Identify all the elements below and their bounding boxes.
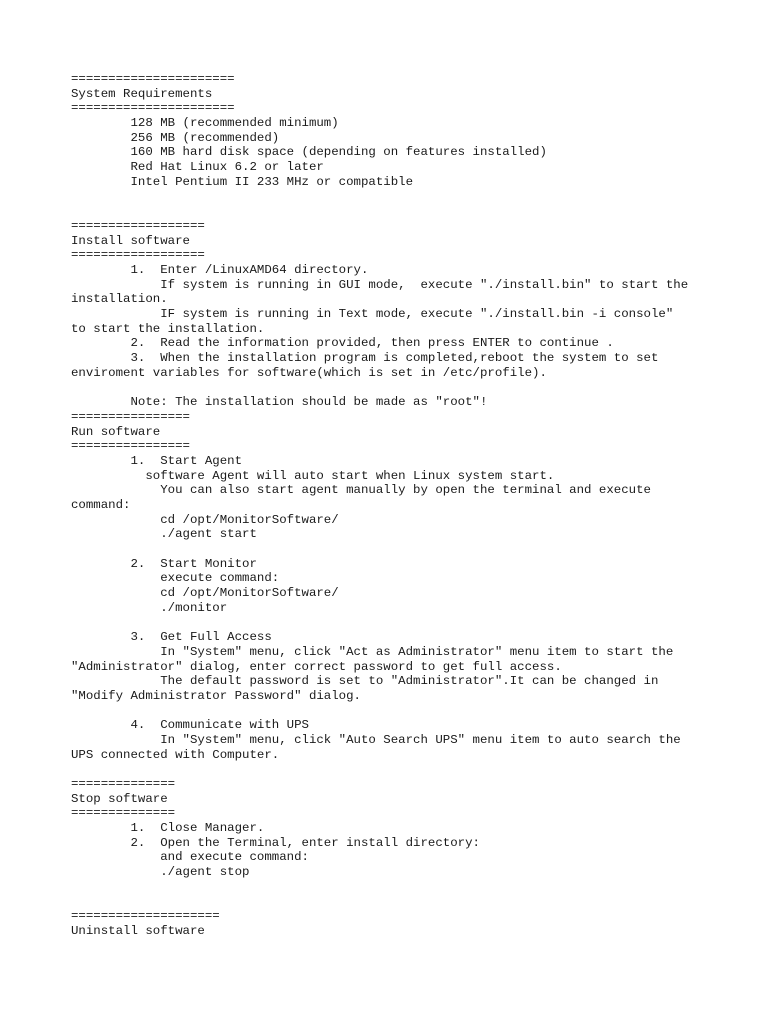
document-line: "Administrator" dialog, enter correct password to get full access. xyxy=(71,659,562,674)
document-line: Note: The installation should be made as "root"! xyxy=(71,395,488,410)
document-line: 1. Close Manager. xyxy=(71,821,265,836)
document-line: Red Hat Linux 6.2 or later xyxy=(71,160,324,175)
document-line: IF system is running in Text mode, execute "./install.bin -i console" xyxy=(71,307,674,321)
document-line: ============== xyxy=(71,806,176,821)
document-line xyxy=(71,542,761,557)
document-line: to start the installation. xyxy=(71,321,265,336)
document-line: 256 MB (recommended) xyxy=(71,130,280,145)
document-line: You can also start agent manually by open the terminal and execute xyxy=(71,483,651,498)
document-line: "Modify Administrator Password" dialog. xyxy=(71,688,361,703)
document-line xyxy=(71,762,761,777)
document-line: ./agent start xyxy=(71,527,257,542)
document-line: ./monitor xyxy=(71,600,228,615)
document-line xyxy=(71,380,761,395)
document-line: 3. When the installation program is completed,reboot the system to set xyxy=(71,351,659,366)
document-line: ============== xyxy=(71,777,176,791)
document-line: 2. Open the Terminal, enter install directory: xyxy=(71,835,480,850)
document-line: Stop software xyxy=(71,791,168,806)
document-line: Run software xyxy=(71,424,161,439)
document-line: ====================== xyxy=(71,101,235,116)
document-line: ==================== xyxy=(71,909,220,924)
document-line: 3. Get Full Access xyxy=(71,630,272,645)
document-line: 2. Start Monitor xyxy=(71,556,257,571)
document-line: and execute command: xyxy=(71,850,309,865)
document-line: In "System" menu, click "Act as Administrator" menu item to start the xyxy=(71,644,674,659)
document-line: execute command: xyxy=(71,571,280,586)
document-line xyxy=(71,190,761,205)
document-line: If system is running in GUI mode, execute "./install.bin" to start the xyxy=(71,277,689,292)
document-line xyxy=(71,615,761,630)
document-line: UPS connected with Computer. xyxy=(71,747,280,762)
document-line: ================ xyxy=(71,409,190,424)
document-line: 1. Enter /LinuxAMD64 directory. xyxy=(71,262,369,277)
document-page xyxy=(71,72,761,939)
document-line xyxy=(71,704,761,719)
document-line: ====================== xyxy=(71,72,235,86)
document-line xyxy=(71,880,761,895)
document-line: enviroment variables for software(which is set in /etc/profile). xyxy=(71,365,547,380)
document-line: ================ xyxy=(71,439,190,454)
document-line: ================== xyxy=(71,248,205,263)
document-line: cd /opt/MonitorSoftware/ xyxy=(71,586,339,601)
document-line: System Requirements xyxy=(71,86,213,101)
document-line: In "System" menu, click "Auto Search UPS" menu item to auto search the xyxy=(71,732,681,747)
document-line: The default password is set to "Administrator".It can be changed in xyxy=(71,674,659,689)
document-line: cd /opt/MonitorSoftware/ xyxy=(71,512,339,527)
document-line: 4. Communicate with UPS xyxy=(71,718,309,733)
document-line xyxy=(71,204,761,219)
document-line: installation. xyxy=(71,292,168,307)
document-line: Intel Pentium II 233 MHz or compatible xyxy=(71,174,414,189)
document-line: ================== xyxy=(71,218,205,233)
document-line xyxy=(71,895,761,910)
document-line: command: xyxy=(71,497,131,512)
document-line: 160 MB hard disk space (depending on features installed) xyxy=(71,145,547,160)
document-line: 2. Read the information provided, then press ENTER to continue . xyxy=(71,336,614,351)
document-line: Uninstall software xyxy=(71,923,205,938)
document-line: Install software xyxy=(71,233,190,248)
document-line: ./agent stop xyxy=(71,865,250,880)
document-line: 1. Start Agent xyxy=(71,453,243,468)
document-line: software Agent will auto start when Linux system start. xyxy=(71,468,555,483)
document-line: 128 MB (recommended minimum) xyxy=(71,116,339,131)
